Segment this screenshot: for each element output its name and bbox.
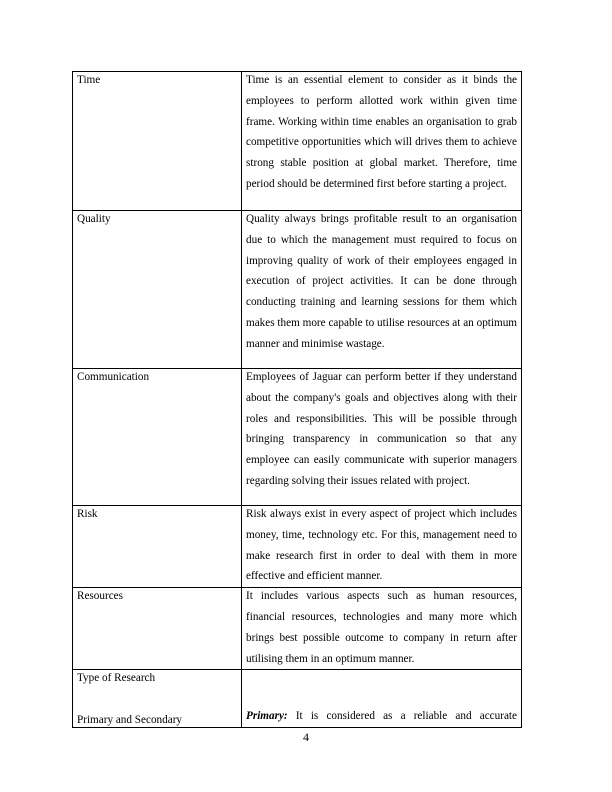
research-sublabel: Primary and Secondary	[77, 714, 183, 727]
research-label: Type of Research	[77, 672, 156, 685]
factors-table	[72, 71, 522, 728]
table-row-time	[73, 72, 522, 211]
table-row-quality	[73, 211, 522, 369]
row-description: Quality always brings profitable result to an organisation due to which the management must required to focus on improving quality of work of their employees engaged in execution of project activities. It can be done through conducting training and learning sessions for them which makes them more capable to utilise resources at an optimum manner and minimise wastage.	[242, 211, 522, 369]
page-number: 4	[303, 730, 309, 744]
row-description: Risk always exist in every aspect of project which includes money, time, technology etc. For this, management need to make research first in order to deal with them in more effective and efficient manner.	[242, 506, 522, 588]
primary-line	[246, 709, 517, 723]
row-description: Employees of Jaguar can perform better if they understand about the company's goals and objectives along with their roles and responsibilities. This will be possible through bringing transparency in communication so that any employee can easily communicate with superior managers regarding solving their issues related with project.	[242, 369, 522, 506]
row-description: It includes various aspects such as human resources, financial resources, technologies and many more which brings best possible outcome to company in return after utilising them in an optimum manner.	[242, 588, 522, 670]
row-label: Time	[73, 72, 242, 211]
table-row-communication	[73, 369, 522, 506]
research-label-cell	[73, 670, 242, 728]
table-row-research	[73, 670, 522, 728]
primary-text: It is considered as a reliable and accurate	[295, 710, 517, 723]
primary-term: Primary:	[246, 710, 288, 723]
row-label: Resources	[73, 588, 242, 670]
research-description	[242, 670, 522, 728]
table-row-resources	[73, 588, 522, 670]
row-description: Time is an essential element to consider as it binds the employees to perform allotted work within given time frame. Working within time enables an organisation to grab competitive opportunities which will drives them to achieve strong stable position at global market. Therefore, time period should be determined first before starting a project.	[242, 72, 522, 211]
row-label: Quality	[73, 211, 242, 369]
table-row-risk	[73, 506, 522, 588]
row-label: Communication	[73, 369, 242, 506]
row-label: Risk	[73, 506, 242, 588]
